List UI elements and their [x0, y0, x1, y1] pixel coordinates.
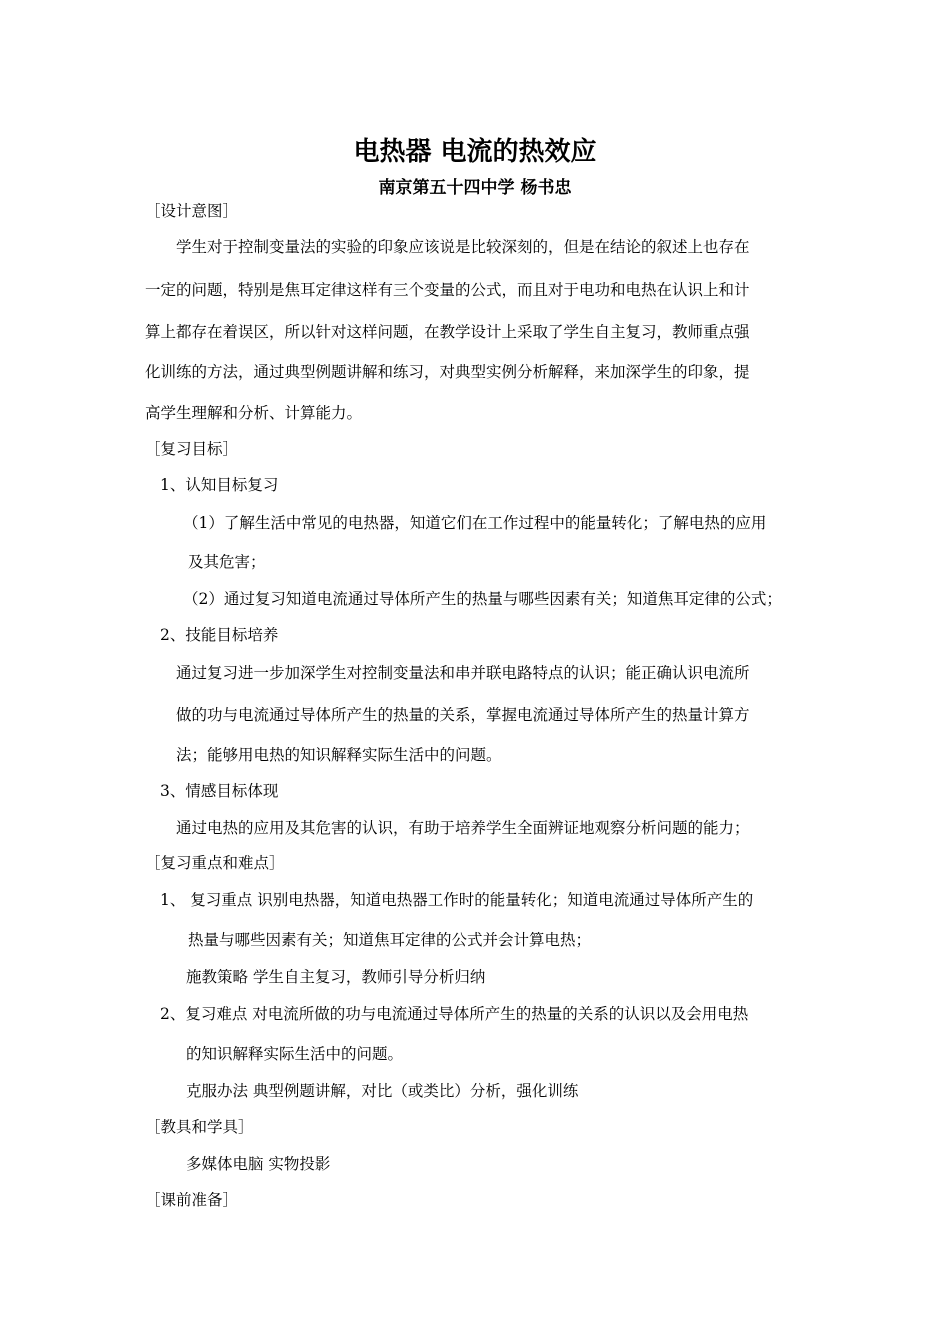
paragraph-line: 2、复习难点 对电流所做的功与电流通过导体所产生的热量的关系的认识以及会用电热: [160, 1005, 749, 1023]
list-item-line: （2）通过复习知道电流通过导体所产生的热量与哪些因素有关；知道焦耳定律的公式；: [183, 590, 782, 608]
paragraph-line: 一定的问题，特别是焦耳定律这样有三个变量的公式，而且对于电功和电热在认识上和计: [145, 281, 750, 299]
paragraph-line: 通过电热的应用及其危害的认识，有助于培养学生全面辨证地观察分析问题的能力；: [176, 819, 750, 837]
paragraph-line: 克服办法 典型例题讲解，对比（或类比）分析，强化训练: [186, 1082, 579, 1100]
section-heading-key-points: ［复习重点和难点］: [145, 854, 285, 872]
paragraph-line: 法；能够用电热的知识解释实际生活中的问题。: [176, 746, 502, 764]
list-item-line: （1）了解生活中常见的电热器，知道它们在工作过程中的能量转化；了解电热的应用: [183, 514, 767, 532]
paragraph-line: 高学生理解和分析、计算能力。: [145, 404, 363, 422]
section-heading-design-intent: ［设计意图］: [145, 202, 239, 220]
paragraph-line: 算上都存在着误区，所以针对这样问题，在教学设计上采取了学生自主复习，教师重点强: [145, 323, 750, 341]
document-title: 电热器 电流的热效应: [353, 137, 597, 167]
paragraph-line: 施教策略 学生自主复习，教师引导分析归纳: [186, 968, 486, 986]
paragraph-line: 热量与哪些因素有关；知道焦耳定律的公式并会计算电热；: [188, 931, 592, 949]
subheading-skill: 2、技能目标培养: [160, 626, 279, 644]
section-heading-tools: ［教具和学具］: [145, 1118, 254, 1136]
paragraph-line: 1、 复习重点 识别电热器，知道电热器工作时的能量转化；知道电流通过导体所产生的: [160, 891, 754, 909]
paragraph-line: 化训练的方法，通过典型例题讲解和练习，对典型实例分析解释，来加深学生的印象，提: [145, 363, 750, 381]
section-heading-preparation: ［课前准备］: [145, 1191, 239, 1209]
document-author: 南京第五十四中学 杨书忠: [378, 178, 572, 198]
paragraph-line: 的知识解释实际生活中的问题。: [186, 1045, 404, 1063]
subheading-emotion: 3、情感目标体现: [160, 782, 279, 800]
subheading-cognitive: 1、认知目标复习: [160, 476, 279, 494]
paragraph-line: 多媒体电脑 实物投影: [186, 1155, 331, 1173]
paragraph-line: 通过复习进一步加深学生对控制变量法和串并联电路特点的认识；能正确认识电流所: [176, 664, 750, 682]
section-heading-goals: ［复习目标］: [145, 440, 239, 458]
paragraph-line: 学生对于控制变量法的实验的印象应该说是比较深刻的，但是在结论的叙述上也存在: [176, 238, 750, 256]
paragraph-line: 做的功与电流通过导体所产生的热量的关系，掌握电流通过导体所产生的热量计算方: [176, 706, 750, 724]
list-item-line: 及其危害；: [188, 553, 266, 571]
